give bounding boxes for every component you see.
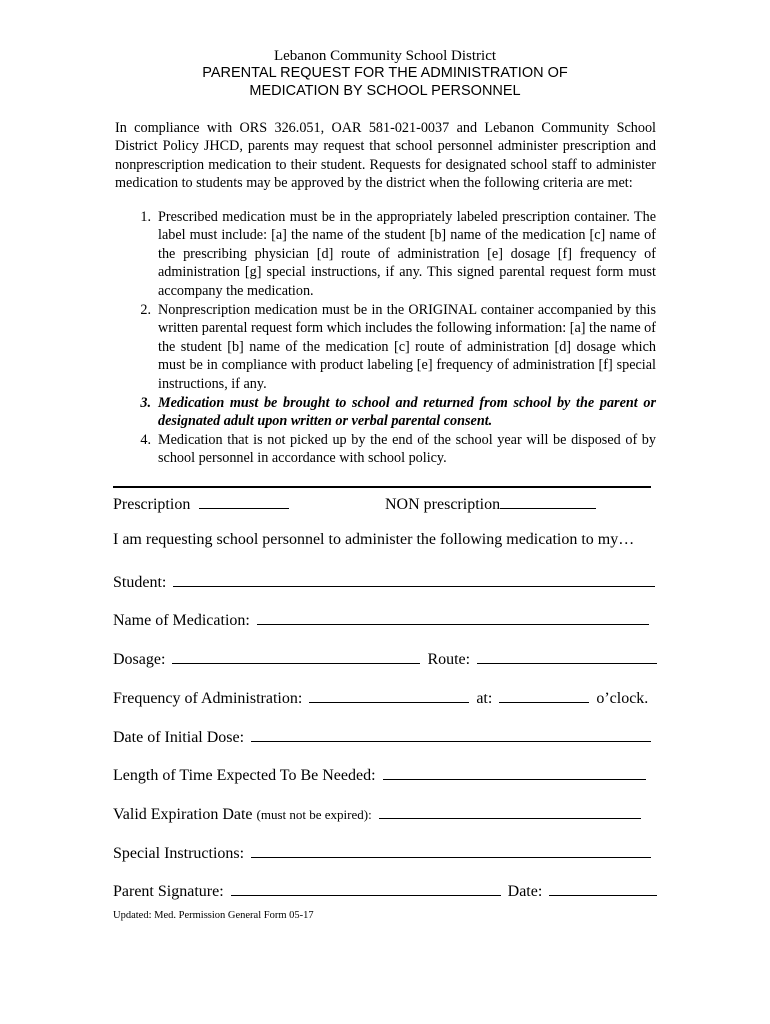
- form-title-line1: PARENTAL REQUEST FOR THE ADMINISTRATION OF: [202, 65, 568, 81]
- dosage-row: [113, 647, 657, 669]
- initial-dose-label: Date of Initial Dose:: [113, 729, 245, 746]
- expiration-row: [113, 802, 641, 824]
- non-prescription-label: NON prescription: [385, 496, 501, 513]
- medication-row: [113, 608, 649, 630]
- student-field[interactable]: [173, 570, 655, 587]
- special-instructions-row: [113, 841, 651, 863]
- criteria-item-3: [115, 394, 656, 431]
- expiration-field[interactable]: [379, 802, 641, 819]
- footer-note: Updated: Med. Permission General Form 05-17: [113, 910, 314, 921]
- medication-label: Name of Medication:: [113, 612, 250, 629]
- expiration-label: Valid Expiration Date: [113, 806, 253, 823]
- route-label: Route:: [427, 651, 471, 668]
- section-divider: [113, 486, 651, 488]
- oclock-label: o’clock.: [596, 690, 649, 707]
- criteria-item-2: [115, 301, 656, 393]
- time-field[interactable]: [499, 686, 589, 703]
- student-label: Student:: [113, 574, 167, 591]
- dosage-field[interactable]: [172, 647, 420, 664]
- expiration-note: (must not be expired):: [256, 807, 372, 822]
- non-prescription-row: [385, 492, 596, 514]
- medication-field[interactable]: [257, 608, 649, 625]
- signature-field[interactable]: [231, 879, 501, 896]
- frequency-label: Frequency of Administration:: [113, 690, 303, 707]
- criteria-number: 1.: [140, 209, 151, 225]
- signature-row: [113, 879, 657, 901]
- initial-dose-row: [113, 725, 651, 747]
- special-instructions-field[interactable]: [251, 841, 651, 858]
- criteria-number: 3.: [140, 395, 151, 411]
- non-prescription-field[interactable]: [500, 492, 596, 509]
- intro-paragraph: In compliance with ORS 326.051, OAR 581-021-0037 and Lebanon Community School District Policy JHCD, parents may request that school personnel administer prescription and nonprescription medication to their student. Requests for designated school staff to administer medication to students may be approved by the district when the following criteria are met:: [115, 120, 656, 192]
- request-statement: I am requesting school personnel to administer the following medication to my…: [113, 531, 635, 548]
- frequency-field[interactable]: [309, 686, 469, 703]
- special-instructions-label: Special Instructions:: [113, 845, 245, 862]
- at-label: at:: [476, 690, 493, 707]
- criteria-text: Medication must be brought to school and returned from school by the parent or designated adult upon written or verbal parental consent.: [158, 395, 656, 430]
- length-label: Length of Time Expected To Be Needed:: [113, 767, 376, 784]
- district-name: Lebanon Community School District: [273, 48, 497, 64]
- form-title-line2: MEDICATION BY SCHOOL PERSONNEL: [249, 83, 521, 99]
- length-field[interactable]: [383, 763, 646, 780]
- route-field[interactable]: [477, 647, 657, 664]
- prescription-row: [113, 492, 289, 514]
- date-label: Date:: [507, 883, 543, 900]
- signature-label: Parent Signature:: [113, 883, 224, 900]
- student-row: [113, 570, 655, 592]
- criteria-item-4: [115, 431, 656, 468]
- criteria-item-1: [115, 208, 656, 300]
- frequency-row: [113, 686, 648, 708]
- criteria-number: 4.: [140, 432, 151, 448]
- date-field[interactable]: [549, 879, 657, 896]
- dosage-label: Dosage:: [113, 651, 166, 668]
- criteria-text: Prescribed medication must be in the appropriately labeled prescription container. The label must include: [a] the name of the student [b] name of the medication [c] name of the prescribing physician [d] route of administration [e] dosage [f] frequency of administration [g] special instructions, if any. This signed parental request form must accompany the medication.: [158, 209, 656, 299]
- criteria-text: Nonprescription medication must be in the ORIGINAL container accompanied by this written parental request form which includes the following information: [a] the name of the student [b] name of the medication [c] route of administration [d] dosage which must be in compliance with product labeling [e] frequency of administration [f] special instructions, if any.: [158, 302, 656, 392]
- length-row: [113, 763, 646, 785]
- criteria-number: 2.: [140, 302, 151, 318]
- criteria-text: Medication that is not picked up by the end of the school year will be disposed of by school personnel in accordance with school policy.: [158, 432, 656, 467]
- prescription-field[interactable]: [199, 492, 289, 509]
- prescription-label: Prescription: [113, 496, 191, 513]
- initial-dose-field[interactable]: [251, 725, 651, 742]
